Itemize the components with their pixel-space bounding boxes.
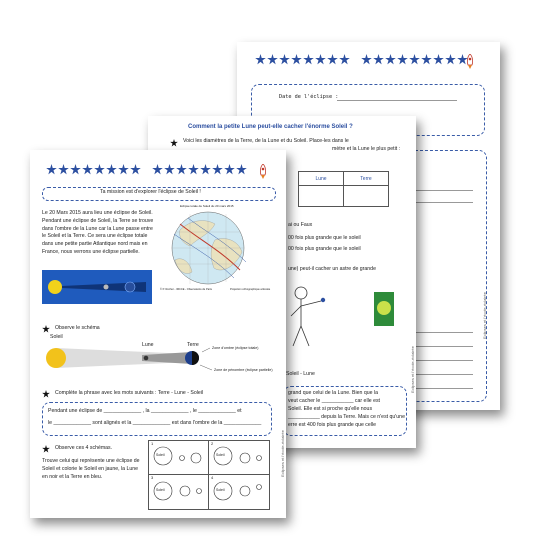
side-credit: Eclipses et l'école-éclairée bbox=[280, 430, 285, 478]
schema-grid bbox=[148, 440, 270, 510]
schema-4-soleil: Soleil bbox=[216, 488, 225, 492]
box-label-1: 1 bbox=[151, 441, 154, 446]
para-4: ___________ depuis la Terre. Mais ce n'est qu'une bbox=[288, 414, 405, 420]
side-credit: Eclipses et l'école-éclairée bbox=[410, 346, 415, 394]
schema-1-soleil: Soleil bbox=[156, 453, 165, 457]
observe-schema: Observe le schéma bbox=[55, 325, 100, 331]
observe-4: Observe ces 4 schémas. bbox=[55, 445, 113, 451]
zone-penombre: Zone de pénombre (éclipse partielle) bbox=[214, 368, 273, 372]
title-stars bbox=[46, 164, 248, 178]
complete-instruction: Complète la phrase avec les mots suivants : Terre - Lune - Soleil bbox=[55, 390, 204, 396]
map-credit-right: Projection orthographique articulée bbox=[230, 288, 271, 291]
rocket-icon bbox=[258, 164, 268, 179]
sentence-2: le _____________ sont alignés et la _____________ est dans l'ombre de la _____________ bbox=[48, 420, 262, 426]
para-3: Soleil. Elle est si proche qu'elle nous bbox=[288, 406, 373, 412]
sun-picture-illustration bbox=[373, 291, 395, 327]
col-terre: Terre bbox=[344, 172, 389, 186]
label-terre: Terre bbox=[187, 342, 199, 348]
para-5: erre est 400 fois plus grande que celle bbox=[288, 422, 376, 428]
fois-2: 00 fois plus grande que le soleil bbox=[288, 246, 361, 252]
date-label: Date de l'éclipse : bbox=[279, 94, 339, 100]
schema-3-soleil: Soleil bbox=[156, 488, 165, 492]
figure-caption: Soleil - Lune bbox=[286, 371, 315, 377]
box-label-3: 3 bbox=[151, 475, 154, 480]
para-2: veut cacher le ___________ car elle est bbox=[288, 398, 380, 404]
stick-figure-illustration bbox=[283, 281, 343, 356]
side-credit: Eclipses et l'école-éclairée bbox=[482, 292, 487, 340]
schema-2-soleil: Soleil bbox=[216, 453, 225, 457]
find-text: Trouve celui qui représente une éclipse de Soleil et colorie le Soleil en jaune, la Lune en noir et la Terre en bleu. bbox=[42, 458, 140, 480]
para-1: grand que celui de la Lune. Bien que la bbox=[288, 390, 378, 396]
mission-text: Ta mission est d'explorer l'éclipse de Soleil ! bbox=[100, 189, 201, 195]
fois-1: 00 fois plus grande que le soleil bbox=[288, 235, 361, 241]
eclipse-map bbox=[160, 206, 275, 294]
map-title: Eclipse totale de Soleil du 20 mars 2015 bbox=[180, 204, 234, 208]
bullet-star-icon bbox=[170, 139, 178, 147]
question: une) peut-il cacher un astre de grande bbox=[288, 266, 376, 272]
page2-title: Comment la petite Lune peut-elle cacher l'énorme Soleil ? bbox=[188, 124, 353, 130]
page2-intro-1: Voici les diamètres de la Terre, de la Lune et du Soleil. Place-les dans le bbox=[183, 138, 349, 144]
bullet-star-icon bbox=[42, 445, 50, 453]
map-credit-left: © P. Rocher - IMCCE - Observatoire de Paris bbox=[160, 288, 212, 291]
intro-text: Le 20 Mars 2015 aura lieu une éclipse de Soleil. Pendant une éclipse de Soleil, la Terre se trouve dans l'ombre de la Lune car la Lune passe entre le Soleil et la Terre. Ce sera une éclipse totale dans une petite partie Atlantique nord mais en France, nous verrons une éclipse partielle. bbox=[42, 210, 154, 255]
title-stars bbox=[255, 54, 469, 68]
label-lune: Lune bbox=[142, 342, 154, 348]
bullet-star-icon bbox=[42, 325, 50, 333]
box-label-2: 2 bbox=[211, 441, 214, 446]
box-label-4: 4 bbox=[211, 475, 214, 480]
col-lune: Lune bbox=[299, 172, 344, 186]
label-soleil: Soleil bbox=[50, 334, 63, 340]
bullet-star-icon bbox=[42, 390, 50, 398]
zone-ombre: Zone d'ombre (éclipse totale) bbox=[212, 346, 259, 350]
rocket-icon bbox=[465, 54, 475, 69]
sentence-1: Pendant une éclipse de _____________ , la _____________ , le _____________ et bbox=[48, 408, 242, 414]
page2-intro-2: mètre et la Lune le plus petit : bbox=[332, 146, 401, 152]
diameter-table bbox=[298, 171, 389, 207]
worksheet-page-1 bbox=[30, 150, 286, 518]
vrai-faux: ai ou Faux bbox=[288, 222, 313, 228]
sun-moon-earth-image bbox=[42, 270, 152, 304]
